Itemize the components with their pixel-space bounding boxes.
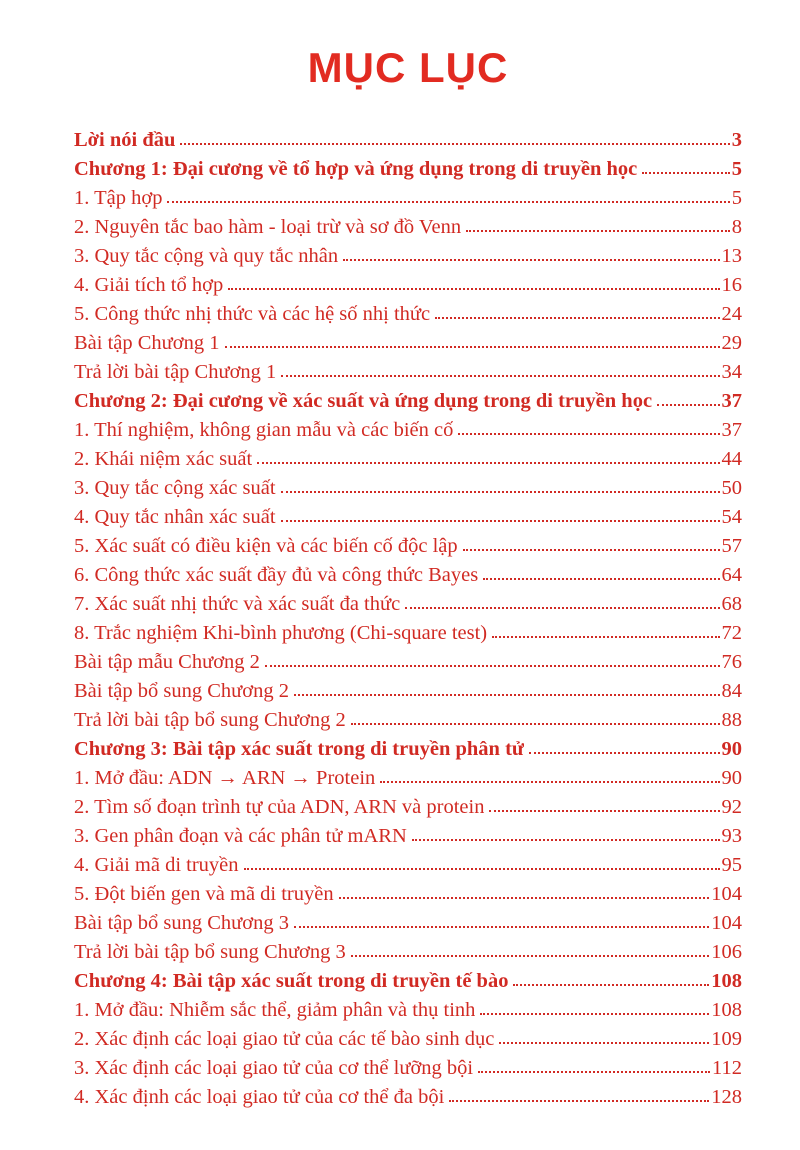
toc-entry-page: 112 — [712, 1057, 742, 1079]
toc-entry-label: 4. Xác định các loại giao tử của cơ thể đa bội — [74, 1086, 445, 1108]
toc-entry-label: 4. Giải tích tổ hợp — [74, 274, 224, 296]
dot-leader — [265, 665, 720, 667]
toc-entry — [74, 764, 742, 793]
toc-entry-label: 5. Đột biến gen và mã di truyền — [74, 883, 334, 905]
toc-entry — [74, 735, 742, 764]
dot-leader — [281, 491, 720, 493]
dot-leader — [281, 375, 719, 377]
toc-entry — [74, 822, 742, 851]
dot-leader — [343, 259, 719, 261]
toc-entry-page: 57 — [721, 535, 742, 557]
toc-entry-page: 5 — [731, 187, 742, 209]
toc-entry — [74, 387, 742, 416]
toc-entry-label: Bài tập mẫu Chương 2 — [74, 651, 260, 673]
toc-entry — [74, 619, 742, 648]
toc-entry-label: Bài tập bổ sung Chương 3 — [74, 912, 289, 934]
toc-entry — [74, 300, 742, 329]
toc-entry — [74, 996, 742, 1025]
toc-entry — [74, 126, 742, 155]
dot-leader — [405, 607, 719, 609]
toc-entry-label: 1. Tập hợp — [74, 187, 163, 209]
toc-entry — [74, 706, 742, 735]
toc-entry-page: 106 — [711, 941, 742, 963]
toc-entry — [74, 677, 742, 706]
toc-entry — [74, 474, 742, 503]
toc-entry — [74, 880, 742, 909]
toc-entry — [74, 1083, 742, 1112]
page-title: MỤC LỤC — [307, 44, 509, 91]
dot-leader — [339, 897, 710, 899]
dot-leader — [458, 433, 719, 435]
toc-entry-page: 109 — [711, 1028, 742, 1050]
toc-entry-label: 1. Thí nghiệm, không gian mẫu và các biến cố — [74, 419, 454, 441]
toc-entry-label: Chương 2: Đại cương về xác suất và ứng dụng trong di truyền học — [74, 390, 653, 412]
toc-entry-page: 104 — [711, 912, 742, 934]
dot-leader — [412, 839, 720, 841]
dot-leader — [244, 868, 720, 870]
dot-leader — [483, 578, 719, 580]
toc-entry-page: 72 — [721, 622, 742, 644]
toc-entry-page: 88 — [721, 709, 742, 731]
toc-entry-label: Trả lời bài tập bổ sung Chương 3 — [74, 941, 346, 963]
toc-entry-label: 2. Khái niệm xác suất — [74, 448, 253, 470]
dot-leader — [435, 317, 719, 319]
toc-entry — [74, 503, 742, 532]
toc-entry-page: 95 — [721, 854, 742, 876]
toc-entry-page: 54 — [721, 506, 742, 528]
dot-leader — [657, 404, 719, 406]
toc-entry-label: 5. Xác suất có điều kiện và các biến cố độc lập — [74, 535, 458, 557]
toc-entry-label: Trả lời bài tập bổ sung Chương 2 — [74, 709, 346, 731]
dot-leader — [294, 926, 709, 928]
dot-leader — [478, 1071, 710, 1073]
dot-leader — [228, 288, 719, 290]
dot-leader — [499, 1042, 709, 1044]
toc-entry-page: 37 — [721, 419, 742, 441]
toc-entry-label: 4. Giải mã di truyền — [74, 854, 239, 876]
toc-entry-page: 44 — [721, 448, 742, 470]
toc-entry-page: 108 — [711, 999, 742, 1021]
toc-entry-label: 3. Xác định các loại giao tử của cơ thể lưỡng bội — [74, 1057, 474, 1079]
toc-entry — [74, 590, 742, 619]
dot-leader — [351, 723, 720, 725]
toc-entry-label: Bài tập Chương 1 — [74, 332, 220, 354]
toc-entry-label: 2. Tìm số đoạn trình tự của ADN, ARN và protein — [74, 796, 485, 818]
dot-leader — [225, 346, 720, 348]
toc-entry-page: 90 — [721, 738, 742, 760]
toc-entry-label: Chương 4: Bài tập xác suất trong di truyền tế bào — [74, 970, 509, 992]
toc-entry — [74, 242, 742, 271]
toc-entry-page: 68 — [721, 593, 742, 615]
toc-entry — [74, 184, 742, 213]
toc-entry — [74, 445, 742, 474]
toc-entry — [74, 561, 742, 590]
toc-entry — [74, 967, 742, 996]
toc-entry-page: 8 — [731, 216, 742, 238]
toc-entry-label: 1. Mở đầu: ADN → ARN → Protein — [74, 767, 376, 789]
toc-entry-label: 1. Mở đầu: Nhiễm sắc thể, giảm phân và thụ tinh — [74, 999, 476, 1021]
dot-leader — [380, 781, 719, 783]
toc-entry — [74, 851, 742, 880]
toc-entry-page: 93 — [721, 825, 742, 847]
dot-leader — [463, 549, 720, 551]
toc-entry-page: 29 — [721, 332, 742, 354]
toc-entry — [74, 329, 742, 358]
dot-leader — [642, 172, 730, 174]
toc-entry-page: 24 — [721, 303, 742, 325]
toc-entry-page: 50 — [721, 477, 742, 499]
toc-entry-label: 5. Công thức nhị thức và các hệ số nhị thức — [74, 303, 431, 325]
dot-leader — [281, 520, 720, 522]
toc-entry-page: 3 — [731, 129, 742, 151]
toc-entry-label: Chương 3: Bài tập xác suất trong di truyền phân tử — [74, 738, 525, 760]
toc-entry — [74, 155, 742, 184]
toc-entry-page: 5 — [731, 158, 742, 180]
toc-entry-label: 6. Công thức xác suất đầy đủ và công thức Bayes — [74, 564, 479, 586]
dot-leader — [513, 984, 709, 986]
toc-entry-page: 37 — [721, 390, 742, 412]
dot-leader — [492, 636, 719, 638]
toc-entry-page: 76 — [721, 651, 742, 673]
toc-entry-page: 108 — [711, 970, 742, 992]
toc-entry-label: 2. Xác định các loại giao tử của các tế bào sinh dục — [74, 1028, 495, 1050]
dot-leader — [351, 955, 709, 957]
toc-entry — [74, 1025, 742, 1054]
dot-leader — [294, 694, 720, 696]
toc-entry-label: 3. Gen phân đoạn và các phân tử mARN — [74, 825, 407, 847]
toc-entry-page: 34 — [721, 361, 742, 383]
toc-entry — [74, 909, 742, 938]
dot-leader — [489, 810, 719, 812]
toc-entry-label: Trả lời bài tập Chương 1 — [74, 361, 277, 383]
toc-entry-label: Chương 1: Đại cương về tổ hợp và ứng dụng trong di truyền học — [74, 158, 638, 180]
toc-entry-label: 7. Xác suất nhị thức và xác suất đa thức — [74, 593, 401, 615]
dot-leader — [449, 1100, 709, 1102]
toc-entry — [74, 358, 742, 387]
toc-entry-label: Bài tập bổ sung Chương 2 — [74, 680, 289, 702]
toc-entry — [74, 532, 742, 561]
toc-entry — [74, 938, 742, 967]
toc-entry — [74, 1054, 742, 1083]
toc-entry — [74, 648, 742, 677]
toc-entry-label: 8. Trắc nghiệm Khi-bình phương (Chi-square test) — [74, 622, 488, 644]
toc-entry — [74, 416, 742, 445]
toc-entry-label: 4. Quy tắc nhân xác suất — [74, 506, 276, 528]
toc-list — [74, 126, 742, 1112]
toc-entry-label: 3. Quy tắc cộng xác suất — [74, 477, 276, 499]
toc-entry-page: 90 — [721, 767, 742, 789]
dot-leader — [480, 1013, 709, 1015]
toc-entry-page: 13 — [721, 245, 742, 267]
toc-entry — [74, 213, 742, 242]
toc-entry-page: 104 — [711, 883, 742, 905]
dot-leader — [167, 201, 729, 203]
dot-leader — [180, 143, 729, 145]
toc-entry-page: 128 — [711, 1086, 742, 1108]
dot-leader — [257, 462, 719, 464]
toc-entry-label: Lời nói đầu — [74, 129, 176, 151]
toc-entry-page: 84 — [721, 680, 742, 702]
toc-entry-page: 64 — [721, 564, 742, 586]
dot-leader — [529, 752, 719, 754]
toc-entry — [74, 271, 742, 300]
toc-entry-label: 2. Nguyên tắc bao hàm - loại trừ và sơ đồ Venn — [74, 216, 462, 238]
toc-entry-label: 3. Quy tắc cộng và quy tắc nhân — [74, 245, 339, 267]
toc-entry-page: 16 — [721, 274, 742, 296]
toc-entry — [74, 793, 742, 822]
dot-leader — [466, 230, 730, 232]
toc-entry-page: 92 — [721, 796, 742, 818]
